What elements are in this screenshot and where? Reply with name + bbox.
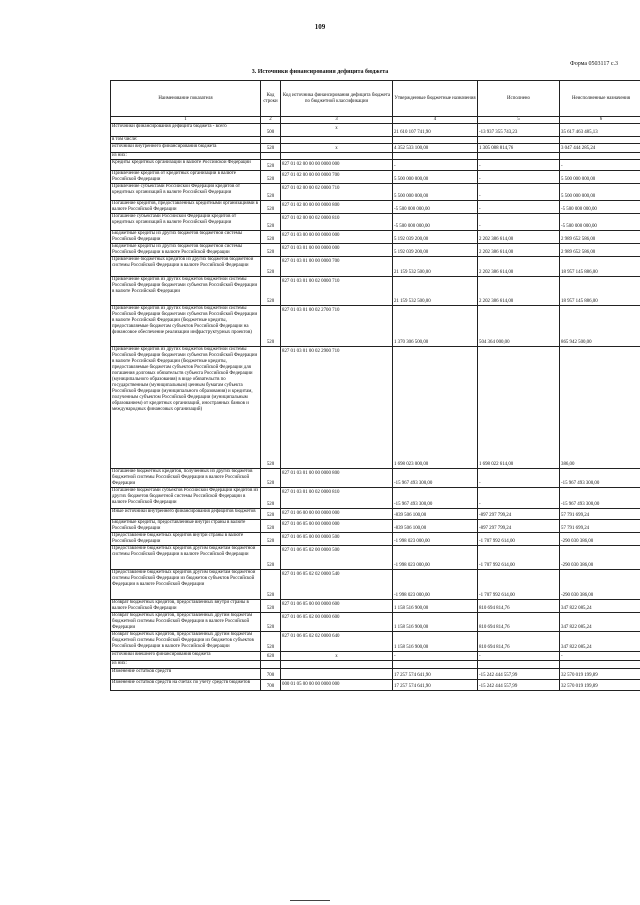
line-code-cell: 520 — [261, 143, 281, 152]
source-code-cell: 827 01 03 01 00 00 0000 000 — [281, 243, 393, 256]
unexecuted-amount-cell — [560, 136, 640, 143]
approved-amount-cell: 17 257 574 641,90 — [393, 668, 478, 679]
line-code-cell: 520 — [261, 305, 281, 346]
unexecuted-amount-cell: 347 822 085,24 — [560, 631, 640, 651]
table-row — [111, 651, 640, 660]
table-row — [111, 569, 640, 599]
approved-amount-cell: 5 500 000 000,00 — [393, 183, 478, 200]
source-code-cell: x — [281, 651, 393, 660]
unexecuted-amount-cell: 5 500 000 000,00 — [560, 170, 640, 183]
source-code-cell: 827 01 02 00 00 00 0000 000 — [281, 159, 393, 170]
source-code-cell: 827 01 03 01 00 02 0000 710 — [281, 276, 393, 305]
indicator-name-cell: Бюджетные кредиты из других бюджетов бюджетной системы Российской Федерации в валюте Российской Федерации — [111, 243, 261, 256]
executed-amount-cell: 1 305 088 814,76 — [478, 143, 560, 152]
indicator-name-cell: Возврат бюджетных кредитов, предоставленных другим бюджетам бюджетной системы Российской Федерации из бюджетов субъектов Российской Федерации в валюте Российской Федерации — [111, 631, 261, 651]
unexecuted-amount-cell: -15 967 493 300,00 — [560, 487, 640, 508]
line-code-cell: 520 — [261, 213, 281, 230]
unexecuted-amount-cell: 2 989 652 586,00 — [560, 230, 640, 243]
approved-amount-cell: 1 158 516 900,00 — [393, 631, 478, 651]
indicator-name-cell: Источники финансирования дефицита бюджета - всего — [111, 123, 261, 136]
line-code-cell — [261, 136, 281, 143]
indicator-name-cell: Предоставление бюджетных кредитов другим бюджетам бюджетной системы Российской Федерации из бюджетов субъектов Российской Федерации в валюте Российской Федерации — [111, 569, 261, 599]
source-code-cell: 827 01 02 00 00 02 0000 710 — [281, 183, 393, 200]
approved-amount-cell: 5 500 000 000,00 — [393, 170, 478, 183]
source-code-cell: 827 01 06 00 00 00 0000 000 — [281, 508, 393, 519]
source-code-cell: 827 01 06 05 02 02 0000 540 — [281, 569, 393, 599]
unexecuted-amount-cell: -290 030 386,00 — [560, 532, 640, 545]
source-code-cell: 827 01 02 00 00 00 0000 800 — [281, 200, 393, 213]
executed-amount-cell: 504 364 000,00 — [478, 305, 560, 346]
unexecuted-amount-cell: 18 957 145 886,00 — [560, 276, 640, 305]
source-code-cell: 827 01 02 00 00 00 0000 700 — [281, 170, 393, 183]
executed-amount-cell: -1 707 992 614,00 — [478, 532, 560, 545]
table-row — [111, 487, 640, 508]
unexecuted-amount-cell — [560, 152, 640, 159]
table-row — [111, 136, 640, 143]
approved-amount-cell: -15 967 493 300,00 — [393, 487, 478, 508]
unexecuted-amount-cell: 57 791 699,24 — [560, 508, 640, 519]
unexecuted-amount-cell: 57 791 699,24 — [560, 519, 640, 532]
table-header-row — [111, 81, 640, 117]
table-row — [111, 545, 640, 569]
indicator-name-cell: Привлечение субъектами Российской Федерации кредитов от кредитных организаций в валюте Российской Федерации — [111, 183, 261, 200]
line-code-cell: 520 — [261, 519, 281, 532]
indicator-name-cell: Предоставление бюджетных кредитов другим бюджетам бюджетной системы Российской Федерации в валюте Российской Федерации — [111, 545, 261, 569]
indicator-name-cell: Возврат бюджетных кредитов, предоставленных другим бюджетам бюджетной системы Российской Федерации в валюте Российской Федерации — [111, 612, 261, 631]
line-code-cell: 500 — [261, 123, 281, 136]
table-row — [111, 660, 640, 668]
indicator-name-cell: Привлечение кредитов из других бюджетов бюджетной системы Российской Федерации бюджетами субъектов Российской Федерации в валюте Российской Федерации — [111, 276, 261, 305]
table-row — [111, 468, 640, 487]
line-code-cell: 520 — [261, 230, 281, 243]
executed-amount-cell: 1 698 022 614,00 — [478, 346, 560, 468]
executed-amount-cell — [478, 660, 560, 668]
approved-amount-cell: -839 506 100,00 — [393, 519, 478, 532]
line-code-cell: 700 — [261, 668, 281, 679]
executed-amount-cell: 810 694 814,76 — [478, 631, 560, 651]
column-number: 3 — [281, 117, 393, 124]
line-code-cell — [261, 660, 281, 668]
executed-amount-cell: - — [478, 651, 560, 660]
unexecuted-amount-cell: 386,00 — [560, 346, 640, 468]
table-row — [111, 243, 640, 256]
table-row — [111, 508, 640, 519]
unexecuted-amount-cell: 3 047 444 285,24 — [560, 143, 640, 152]
unexecuted-amount-cell: - — [560, 159, 640, 170]
executed-amount-cell: -897 297 799,24 — [478, 519, 560, 532]
indicator-name-cell: Привлечение кредитов из других бюджетов бюджетной системы Российской Федерации бюджетами субъектов Российской Федерации в валюте Российской Федерации (бюджетные кредиты, предоставляемые бюджетам субъектов Российской Федерации на финансовое обеспечение реализации инфраструктурных проектов) — [111, 305, 261, 346]
line-code-cell: 620 — [261, 651, 281, 660]
financing-sources-table — [110, 80, 640, 691]
indicator-name-cell: в том числе: — [111, 136, 261, 143]
approved-amount-cell — [393, 152, 478, 159]
executed-amount-cell: -1 707 992 614,00 — [478, 545, 560, 569]
column-header: Код строки — [261, 81, 281, 117]
line-code-cell: 520 — [261, 276, 281, 305]
executed-amount-cell — [478, 152, 560, 159]
column-number-row — [111, 117, 640, 124]
executed-amount-cell: -1 707 992 614,00 — [478, 569, 560, 599]
indicator-name-cell: Бюджетные кредиты, предоставленные внутри страны в валюте Российской Федерации — [111, 519, 261, 532]
approved-amount-cell: 1 698 023 000,00 — [393, 346, 478, 468]
approved-amount-cell: -15 967 493 300,00 — [393, 468, 478, 487]
line-code-cell: 700 — [261, 679, 281, 690]
unexecuted-amount-cell: 18 957 145 886,00 — [560, 256, 640, 276]
page-number: 109 — [314, 23, 326, 31]
source-code-cell — [281, 152, 393, 159]
approved-amount-cell: 1 370 306 500,00 — [393, 305, 478, 346]
indicator-name-cell: из них: — [111, 660, 261, 668]
table-row — [111, 668, 640, 679]
table-row — [111, 213, 640, 230]
approved-amount-cell: -839 506 100,00 — [393, 508, 478, 519]
source-code-cell: 827 01 03 01 00 02 2900 710 — [281, 346, 393, 468]
indicator-name-cell: Погашение бюджетных кредитов, полученных из других бюджетов бюджетной системы Российской Федерации в валюте Российской Федерации — [111, 468, 261, 487]
approved-amount-cell: - — [393, 651, 478, 660]
executed-amount-cell: 2 202 386 614,00 — [478, 243, 560, 256]
source-code-cell: 827 01 03 01 00 00 0000 700 — [281, 256, 393, 276]
line-code-cell: 520 — [261, 569, 281, 599]
column-number: 1 — [111, 117, 261, 124]
line-code-cell: 520 — [261, 200, 281, 213]
line-code-cell: 520 — [261, 487, 281, 508]
unexecuted-amount-cell: 5 500 000 000,00 — [560, 183, 640, 200]
column-number: 5 — [478, 117, 560, 124]
table-row — [111, 631, 640, 651]
indicator-name-cell: Изменение остатков средств — [111, 668, 261, 679]
footer-rule — [290, 900, 330, 901]
form-code: Форма 0503117 с.3 — [569, 61, 618, 67]
executed-amount-cell: 810 694 814,76 — [478, 599, 560, 612]
indicator-name-cell: Предоставление бюджетных кредитов внутри страны в валюте Российской Федерации — [111, 532, 261, 545]
executed-amount-cell: -15 242 444 557,99 — [478, 679, 560, 690]
table-row — [111, 170, 640, 183]
column-header: Исполнено — [478, 81, 560, 117]
source-code-cell: 827 01 06 05 02 00 0000 500 — [281, 545, 393, 569]
line-code-cell: 520 — [261, 183, 281, 200]
source-code-cell: 827 01 06 05 02 02 0000 640 — [281, 631, 393, 651]
executed-amount-cell: - — [478, 159, 560, 170]
executed-amount-cell: - — [478, 200, 560, 213]
source-code-cell: 827 01 03 01 00 02 2700 710 — [281, 305, 393, 346]
line-code-cell: 520 — [261, 159, 281, 170]
column-number: 6 — [560, 117, 640, 124]
unexecuted-amount-cell: -290 030 386,00 — [560, 569, 640, 599]
line-code-cell: 520 — [261, 612, 281, 631]
approved-amount-cell: 5 192 039 200,00 — [393, 243, 478, 256]
line-code-cell: 520 — [261, 468, 281, 487]
indicator-name-cell: Бюджетные кредиты из других бюджетов бюджетной системы Российской Федерации — [111, 230, 261, 243]
approved-amount-cell: 5 192 039 200,00 — [393, 230, 478, 243]
approved-amount-cell: 17 257 574 641,90 — [393, 679, 478, 690]
indicator-name-cell: Иные источники внутреннего финансирования дефицитов бюджетов — [111, 508, 261, 519]
indicator-name-cell: Кредиты кредитных организаций в валюте Российской Федерации — [111, 159, 261, 170]
line-code-cell: 520 — [261, 243, 281, 256]
source-code-cell: 000 01 05 00 00 00 0000 000 — [281, 679, 393, 690]
table-row — [111, 276, 640, 305]
source-code-cell: 827 01 02 00 00 02 0000 810 — [281, 213, 393, 230]
line-code-cell: 520 — [261, 545, 281, 569]
line-code-cell: 520 — [261, 631, 281, 651]
approved-amount-cell: -1 998 023 000,00 — [393, 569, 478, 599]
line-code-cell — [261, 152, 281, 159]
executed-amount-cell: - — [478, 468, 560, 487]
source-code-cell: 827 01 06 05 00 00 0000 600 — [281, 599, 393, 612]
approved-amount-cell: 21 610 107 741,90 — [393, 123, 478, 136]
approved-amount-cell: -5 500 000 000,00 — [393, 213, 478, 230]
table-row — [111, 256, 640, 276]
executed-amount-cell: - — [478, 213, 560, 230]
source-code-cell — [281, 668, 393, 679]
source-code-cell — [281, 660, 393, 668]
approved-amount-cell — [393, 136, 478, 143]
column-header: Неисполненные назначения — [560, 81, 640, 117]
executed-amount-cell: - — [478, 183, 560, 200]
executed-amount-cell: -15 242 444 557,99 — [478, 668, 560, 679]
approved-amount-cell: - — [393, 159, 478, 170]
executed-amount-cell: -13 937 355 743,23 — [478, 123, 560, 136]
section-title: 3. Источники финансирования дефицита бюджета — [251, 69, 389, 75]
executed-amount-cell: 2 202 386 614,00 — [478, 230, 560, 243]
column-number: 4 — [393, 117, 478, 124]
indicator-name-cell: источники внешнего финансирования бюджета — [111, 651, 261, 660]
source-code-cell: x — [281, 143, 393, 152]
approved-amount-cell: 4 352 533 100,00 — [393, 143, 478, 152]
source-code-cell: 827 01 03 00 00 00 0000 000 — [281, 230, 393, 243]
approved-amount-cell — [393, 660, 478, 668]
unexecuted-amount-cell: -5 500 000 000,00 — [560, 200, 640, 213]
executed-amount-cell — [478, 136, 560, 143]
line-code-cell: 520 — [261, 532, 281, 545]
indicator-name-cell: Возврат бюджетных кредитов, предоставленных внутри страны в валюте Российской Федерации — [111, 599, 261, 612]
indicator-name-cell: Изменение остатков средств на счетах по учету средств бюджетов — [111, 679, 261, 690]
source-code-cell: 827 01 06 05 00 00 0000 500 — [281, 532, 393, 545]
approved-amount-cell: -5 500 000 000,00 — [393, 200, 478, 213]
unexecuted-amount-cell: -5 500 000 000,00 — [560, 213, 640, 230]
unexecuted-amount-cell: 32 570 019 199,89 — [560, 668, 640, 679]
unexecuted-amount-cell: 32 570 019 199,89 — [560, 679, 640, 690]
source-code-cell: x — [281, 123, 393, 136]
table-row — [111, 305, 640, 346]
column-header: Наименование показателя — [111, 81, 261, 117]
table-row — [111, 143, 640, 152]
table-row — [111, 599, 640, 612]
unexecuted-amount-cell: 347 822 085,24 — [560, 599, 640, 612]
executed-amount-cell: - — [478, 487, 560, 508]
column-header: Утвержденные бюджетные назначения — [393, 81, 478, 117]
table-row — [111, 230, 640, 243]
approved-amount-cell: 21 159 532 500,00 — [393, 256, 478, 276]
table-row — [111, 612, 640, 631]
indicator-name-cell: Погашение субъектами Российской Федерации кредитов от кредитных организаций в валюте Российской Федерации — [111, 213, 261, 230]
unexecuted-amount-cell: 865 942 500,00 — [560, 305, 640, 346]
table-body — [111, 123, 640, 690]
source-code-cell: 827 01 06 05 02 00 0000 600 — [281, 612, 393, 631]
approved-amount-cell: -1 998 023 000,00 — [393, 545, 478, 569]
indicator-name-cell: источники внутреннего финансирования бюджета — [111, 143, 261, 152]
unexecuted-amount-cell: 35 617 463 485,13 — [560, 123, 640, 136]
table-row — [111, 159, 640, 170]
indicator-name-cell: Погашение кредитов, предоставленных кредитными организациями в валюте Российской Федерации — [111, 200, 261, 213]
source-code-cell: 827 01 06 05 00 00 0000 000 — [281, 519, 393, 532]
unexecuted-amount-cell: 2 989 652 586,00 — [560, 243, 640, 256]
unexecuted-amount-cell — [560, 660, 640, 668]
line-code-cell: 520 — [261, 346, 281, 468]
column-number: 2 — [261, 117, 281, 124]
source-code-cell: 827 01 03 01 00 00 0000 800 — [281, 468, 393, 487]
table-row — [111, 123, 640, 136]
indicator-name-cell: Привлечение кредитов от кредитных организаций в валюте Российской Федерации — [111, 170, 261, 183]
approved-amount-cell: 1 158 516 900,00 — [393, 599, 478, 612]
approved-amount-cell: 21 159 532 500,00 — [393, 276, 478, 305]
indicator-name-cell: Привлечение кредитов из других бюджетов бюджетной системы Российской Федерации бюджетами субъектов Российской Федерации в валюте Российской Федерации (бюджетные кредиты, предоставляемые бюджетам субъектов Российской Федерации для погашения долговых обязательств субъекта Российской Федерации (муниципального образования) в виде обязательств по государственным (муниципальным) ценным бумагам субъекта Российской Федерации (муниципального образования) и кредитам, полученным субъектом Российской Федерации (муниципальным образованием) от кредитных организаций, иностранных банков и международных финансовых организаций) — [111, 346, 261, 468]
indicator-name-cell: из них: — [111, 152, 261, 159]
source-code-cell: 827 01 03 01 00 02 0000 810 — [281, 487, 393, 508]
executed-amount-cell: 2 202 386 614,00 — [478, 276, 560, 305]
indicator-name-cell: Погашение бюджетами субъектов Российской Федерации кредитов из других бюджетов бюджетной системы Российской Федерации в валюте Российской Федерации — [111, 487, 261, 508]
approved-amount-cell: -1 998 023 000,00 — [393, 532, 478, 545]
line-code-cell: 520 — [261, 508, 281, 519]
unexecuted-amount-cell: 347 822 085,24 — [560, 612, 640, 631]
line-code-cell: 520 — [261, 599, 281, 612]
column-header: Код источника финансирования дефицита бюджета по бюджетной классификации — [281, 81, 393, 117]
line-code-cell: 520 — [261, 170, 281, 183]
table-row — [111, 346, 640, 468]
source-code-cell — [281, 136, 393, 143]
approved-amount-cell: 1 158 516 900,00 — [393, 612, 478, 631]
executed-amount-cell: 2 202 386 614,00 — [478, 256, 560, 276]
table-row — [111, 183, 640, 200]
table-row — [111, 152, 640, 159]
unexecuted-amount-cell: -290 030 386,00 — [560, 545, 640, 569]
indicator-name-cell: Привлечение бюджетных кредитов из других бюджетов бюджетной системы Российской Федерации в валюте Российской Федерации — [111, 256, 261, 276]
line-code-cell: 520 — [261, 256, 281, 276]
executed-amount-cell: - — [478, 170, 560, 183]
table-row — [111, 200, 640, 213]
table-row — [111, 679, 640, 690]
unexecuted-amount-cell: - — [560, 651, 640, 660]
unexecuted-amount-cell: -15 967 493 300,00 — [560, 468, 640, 487]
executed-amount-cell: 810 694 814,76 — [478, 612, 560, 631]
table-row — [111, 532, 640, 545]
table-row — [111, 519, 640, 532]
executed-amount-cell: -897 297 799,24 — [478, 508, 560, 519]
